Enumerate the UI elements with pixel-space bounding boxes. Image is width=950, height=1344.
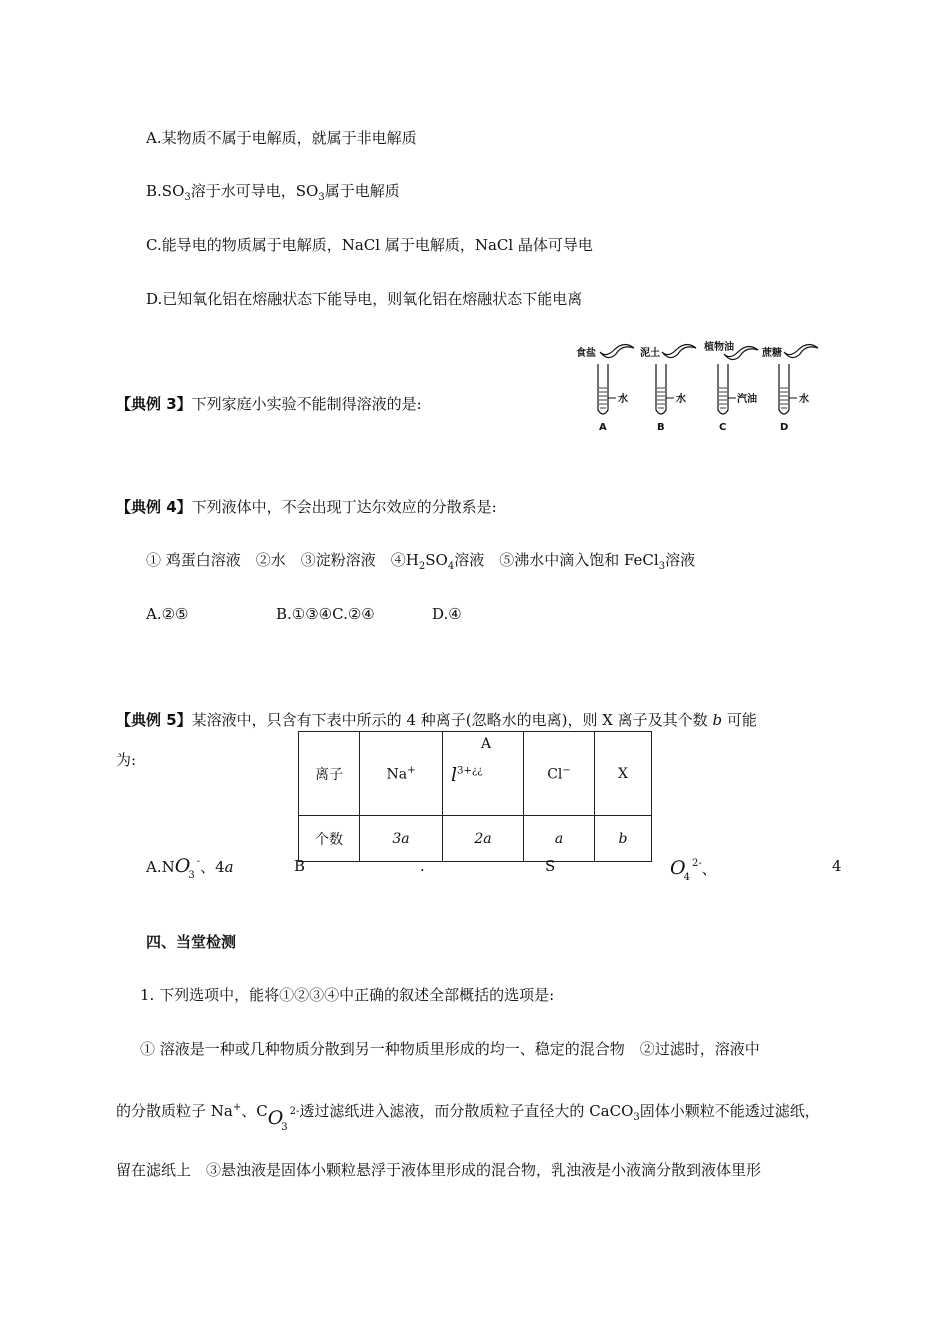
opt-a-sup: - [196, 856, 201, 867]
ion-header-label: 离子 [299, 732, 360, 816]
so4-subscript: 4 [447, 561, 455, 572]
example-5-tag: 【典例 5】 [116, 711, 192, 729]
section-p3: 留在滤纸上 ③悬浊液是固体小颗粒悬浮于液体里形成的混合物，乳浊液是小液滴分散到液体里形 [116, 1161, 762, 1179]
so4-post: 、 [701, 860, 717, 878]
ion-cl [524, 732, 595, 816]
p2-post: 固体小颗粒不能透过滤纸， [639, 1102, 820, 1120]
ion-na [360, 732, 443, 816]
tube-b [640, 344, 696, 433]
example-5-so4 [670, 858, 717, 882]
example-3-text: 下列家庭小实验不能制得溶液的是: [191, 395, 422, 413]
cl-symbol: Cl [547, 766, 563, 783]
example-4-items [146, 550, 695, 577]
items-so: SO [425, 551, 448, 569]
example-4-option-a: A.②⑤ [146, 605, 189, 623]
example-3-tag: 【典例 3】 [116, 395, 192, 413]
na-charge: + [407, 764, 416, 776]
tube-a-solvent: 水 [618, 394, 628, 405]
spoon-icon [600, 344, 634, 357]
count-x: b [595, 816, 652, 862]
example-5-text-pre: 某溶液中，只含有下表中所示的 4 种离子(忽略水的电离)，则 X 离子及其个数 [191, 711, 713, 729]
count-al: 2a [443, 816, 524, 862]
items-mid: 溶液 ⑤沸水中滴入饱和 FeCl [454, 551, 659, 569]
p2-sup: 2- [289, 1106, 300, 1117]
count-cl: a [524, 816, 595, 862]
so4-o: O [670, 857, 686, 879]
p2-mid: 透过滤纸进入滤液，而分散质粒子直径大的 CaCO [299, 1102, 634, 1120]
count-row [299, 816, 652, 862]
tube-a [576, 344, 634, 433]
p2-o: O [267, 1107, 284, 1129]
p2-c: 、C [241, 1102, 268, 1120]
option-b-pre: B.SO [146, 182, 185, 200]
opt-a-var: a [224, 858, 234, 876]
tube-c-solute: 植物油 [704, 342, 734, 353]
section-q1: 1. 下列选项中，能将①②③④中正确的叙述全部概括的选项是: [140, 986, 555, 1004]
al-lower: l [451, 764, 458, 786]
al-charge: 3+¿¿ [457, 765, 483, 777]
example-5-s: S [545, 857, 556, 875]
example-5-text-post: 可能 [722, 711, 757, 729]
example-5-option-b: B [294, 857, 306, 875]
ion-x: X [595, 732, 652, 816]
tube-c [704, 340, 758, 433]
items-post: 溶液 [665, 551, 696, 569]
so3-subscript-2: 3 [318, 192, 325, 203]
example-5-num: 4 [832, 857, 842, 875]
na-symbol: Na [386, 766, 408, 783]
test-tube-figure [572, 338, 832, 433]
example-4-tag: 【典例 4】 [116, 498, 192, 516]
ion-table [298, 731, 652, 862]
tube-a-solute: 食盐 [576, 348, 596, 359]
caco3-subscript: 3 [633, 1112, 640, 1123]
tube-d-solvent: 水 [799, 394, 809, 405]
p2-sub: 3 [281, 1122, 288, 1133]
section-p1: ① 溶液是一种或几种物质分散到另一种物质里形成的均一、稳定的混合物 ②过滤时，溶液中 [140, 1040, 760, 1058]
so4-sup: 2- [691, 858, 702, 869]
example-5-wrap: 为: [116, 751, 137, 769]
opt-a-sub: 3 [188, 870, 195, 881]
items-pre: ① 鸡蛋白溶液 ②水 ③淀粉溶液 ④H [146, 551, 419, 569]
spoon-icon [784, 344, 818, 357]
example-5-dot: . [420, 857, 425, 875]
tube-d [762, 344, 818, 433]
p2-pre: 的分散质粒子 Na [116, 1102, 233, 1120]
option-a: A.某物质不属于电解质，就属于非电解质 [146, 129, 417, 147]
option-d: D.已知氧化铝在熔融状态下能导电，则氧化铝在熔融状态下能电离 [146, 290, 583, 308]
spoon-icon [662, 344, 696, 357]
tube-b-solute: 泥土 [640, 348, 660, 359]
count-na: 3a [360, 816, 443, 862]
option-b-post: 属于电解质 [324, 182, 400, 200]
opt-a-o: O [174, 855, 191, 877]
ion-row [299, 732, 652, 816]
so4-sub: 4 [683, 872, 690, 883]
tube-d-solute: 蔗糖 [762, 348, 782, 359]
opt-a-n: A.N [146, 858, 175, 876]
fecl3-subscript: 3 [658, 561, 666, 572]
example-4-option-d: D.④ [432, 605, 462, 623]
opt-a-post: 、4 [200, 858, 225, 876]
example-4-option-b: B.①③④C.②④ [276, 605, 375, 623]
count-label: 个数 [299, 816, 360, 862]
p2-plus: + [232, 1102, 242, 1113]
option-b-mid: 溶于水可导电，SO [190, 182, 319, 200]
option-b [146, 181, 400, 208]
tube-d-letter: D [780, 422, 789, 433]
tube-b-letter: B [657, 422, 665, 433]
example-5 [116, 710, 757, 730]
cl-charge: − [562, 764, 571, 776]
example-4 [116, 497, 497, 517]
example-3 [116, 394, 422, 414]
section-title: 四、当堂检测 [146, 933, 237, 951]
tube-a-letter: A [599, 422, 607, 433]
h2-subscript: 2 [418, 561, 426, 572]
example-4-text: 下列液体中，不会出现丁达尔效应的分散系是: [191, 498, 497, 516]
ion-al [443, 732, 524, 816]
tube-b-solvent: 水 [676, 394, 686, 405]
tube-c-solvent: 汽油 [737, 394, 757, 405]
example-5-b-var: b [712, 711, 723, 729]
option-c: C.能导电的物质属于电解质，NaCl 属于电解质，NaCl 晶体可导电 [146, 236, 593, 254]
example-5-option-a [146, 856, 234, 880]
al-l [451, 764, 483, 786]
so3-subscript: 3 [184, 192, 191, 203]
section-p2 [116, 1098, 820, 1133]
al-a: A [481, 736, 492, 752]
tube-c-letter: C [719, 422, 727, 433]
